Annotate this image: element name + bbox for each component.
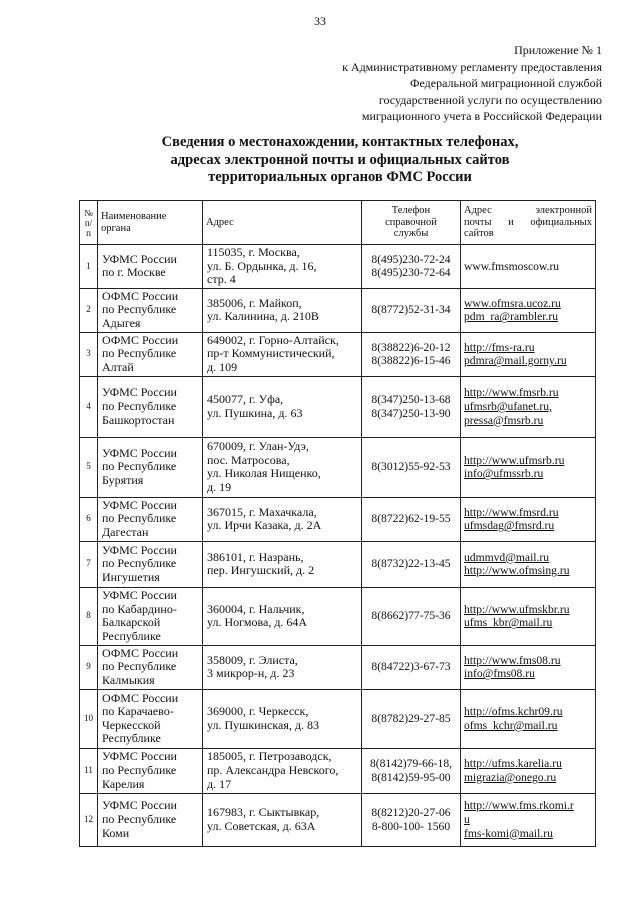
appendix-line: Приложение № 1 [514,43,602,57]
website-link[interactable]: http://www.ufmsrb.ru [464,453,565,467]
appendix-line: миграционного учета в Российской Федерации [361,109,602,123]
office-name: УФМС России по Республике Коми [98,793,203,846]
office-address: 167983, г. Сыктывкар, ул. Советская, д. 63А [203,793,362,846]
page-number: 33 [314,14,326,28]
website-link[interactable]: http://www.ofmsing.ru [464,564,570,578]
table-row [80,288,596,332]
office-phone: 8(84722)3-67-73 [362,645,461,689]
website-link[interactable]: www.fmsmoscow.ru [464,259,560,273]
appendix-header [342,42,602,125]
office-web [461,332,596,376]
website-link[interactable]: http://ofms.kchr09.ru [464,705,563,719]
row-number: 12 [80,793,98,846]
office-address: 649002, г. Горно-Алтайск, пр-т Коммунистический, д. 109 [203,332,362,376]
office-name: ОФМС России по Карачаево- Черкесской Республике [98,689,203,748]
website-link[interactable]: http://www.fmsrb.ru [464,386,559,400]
row-number: 6 [80,497,98,541]
office-web [461,288,596,332]
row-number: 2 [80,288,98,332]
row-number: 5 [80,437,98,497]
website-link[interactable]: http://www.fms.rkomi.r [464,799,574,813]
header-web: Адрес электронной почты и официальных сайтов [461,201,596,245]
website-link-continued[interactable]: u [464,812,470,826]
office-address: 369000, г. Черкесск, ул. Пушкинская, д. 83 [203,689,362,748]
office-name: ОФМС России по Республике Адыгея [98,288,203,332]
website-link[interactable]: http://www.fms08.ru [464,653,561,667]
office-web [461,376,596,437]
website-link[interactable]: http://fms-ra.ru [464,340,535,354]
header-address: Адрес [203,201,362,245]
office-phone: 8(8662)77-75-36 [362,587,461,645]
table-row [80,793,596,846]
office-name: УФМС России по Республике Башкортостан [98,376,203,437]
office-address: 670009, г. Улан-Удэ, пос. Матросова, ул. Николая Нищенко, д. 19 [203,437,362,497]
table-row [80,645,596,689]
row-number: 4 [80,376,98,437]
email-link[interactable]: udmmvd@mail.ru [464,550,550,564]
row-number: 7 [80,541,98,587]
office-address: 385006, г. Майкоп, ул. Калинина, д. 210В [203,288,362,332]
office-address: 386101, г. Назрань, пер. Ингушский, д. 2 [203,541,362,587]
office-phone: 8(8732)22-13-45 [362,541,461,587]
website-link[interactable]: www.ofmsra.ucoz.ru [464,296,561,310]
office-phone: 8(8212)20-27-06 8-800-100- 1560 [362,793,461,846]
office-web [461,541,596,587]
table-row [80,748,596,793]
email-link[interactable]: info@fms08.ru [464,667,535,681]
table-row [80,332,596,376]
website-link[interactable]: http://www.ufmskbr.ru [464,602,570,616]
office-web [461,793,596,846]
office-address: 185005, г. Петрозаводск, пр. Александра Невского, д. 17 [203,748,362,793]
website-link[interactable]: http://ufms.karelia.ru [464,757,562,771]
table-header-row [80,201,596,245]
office-address: 450077, г. Уфа, ул. Пушкина, д. 63 [203,376,362,437]
office-web [461,689,596,748]
email-link[interactable]: ofms_kchr@mail.ru [464,718,558,732]
table-row [80,587,596,645]
fms-offices-table [79,200,596,847]
table-row [80,245,596,289]
header-phone: Телефон справочной службы [362,201,461,245]
office-web [461,645,596,689]
document-title [0,134,640,187]
table-row [80,541,596,587]
row-number: 1 [80,245,98,289]
email-link[interactable]: pdmra@mail.gorny.ru [464,354,567,368]
row-number: 3 [80,332,98,376]
table-row [80,437,596,497]
office-name: УФМС России по Кабардино- Балкарской Республике [98,587,203,645]
title-line: Сведения о местонахождении, контактных телефонах, [161,134,519,150]
row-number: 9 [80,645,98,689]
email-link[interactable]: ufms_kbr@mail.ru [464,616,553,630]
office-web [461,437,596,497]
office-name: ОФМС России по Республике Калмыкия [98,645,203,689]
row-number: 8 [80,587,98,645]
email-link[interactable]: info@ufmssrb.ru [464,467,544,481]
appendix-line: Федеральной миграционной службой [409,76,602,90]
row-number: 11 [80,748,98,793]
office-phone: 8(3012)55-92-53 [362,437,461,497]
office-phone: 8(38822)6-20-12 8(38822)6-15-46 [362,332,461,376]
office-phone: 8(8772)52-31-34 [362,288,461,332]
row-number: 10 [80,689,98,748]
office-phone: 8(8782)29-27-85 [362,689,461,748]
appendix-line: к Административному регламенту предоставления [342,59,602,74]
office-address: 367015, г. Махачкала, ул. Ирчи Казака, д. 2А [203,497,362,541]
email-link[interactable]: pdm_ra@rambler.ru [464,310,559,324]
office-phone: 8(495)230-72-24 8(495)230-72-64 [362,245,461,289]
office-web [461,748,596,793]
office-phone: 8(8142)79-66-18, 8(8142)59-95-00 [362,748,461,793]
office-address: 360004, г. Нальчик, ул. Ногмова, д. 64А [203,587,362,645]
office-web [461,245,596,289]
email-link[interactable]: migrazia@onego.ru [464,770,557,784]
office-name: УФМС России по Республике Карелия [98,748,203,793]
title-line: территориальных органов ФМС России [208,169,472,185]
office-name: УФМС России по Республике Ингушетия [98,541,203,587]
office-name: ОФМС России по Республике Алтай [98,332,203,376]
appendix-line: государственной услуги по осуществлению [378,92,602,107]
office-phone: 8(8722)62-19-55 [362,497,461,541]
email-link[interactable]: pressa@fmsrb.ru [464,413,544,427]
table-row [80,376,596,437]
office-web [461,587,596,645]
office-phone: 8(347)250-13-68 8(347)250-13-90 [362,376,461,437]
office-address: 358009, г. Элиста, 3 микрор-н, д. 23 [203,645,362,689]
office-name: УФМС России по Республике Дагестан [98,497,203,541]
title-line: адресах электронной почты и официальных сайтов [170,151,510,168]
website-link[interactable]: http://www.fmsrd.ru [464,505,559,519]
email-link[interactable]: fms-komi@mail.ru [464,826,553,840]
office-web [461,497,596,541]
email-link[interactable]: ufmsdag@fmsrd.ru [464,519,555,533]
office-name: УФМС России по Республике Бурятия [98,437,203,497]
header-name: Наименование органа [98,201,203,245]
header-number: № п/ п [80,201,98,245]
email-link[interactable]: ufmsrb@ufanet.ru, [464,399,552,413]
office-address: 115035, г. Москва, ул. Б. Ордынка, д. 16, стр. 4 [203,245,362,289]
table-row [80,497,596,541]
table-row [80,689,596,748]
office-name: УФМС России по г. Москве [98,245,203,289]
